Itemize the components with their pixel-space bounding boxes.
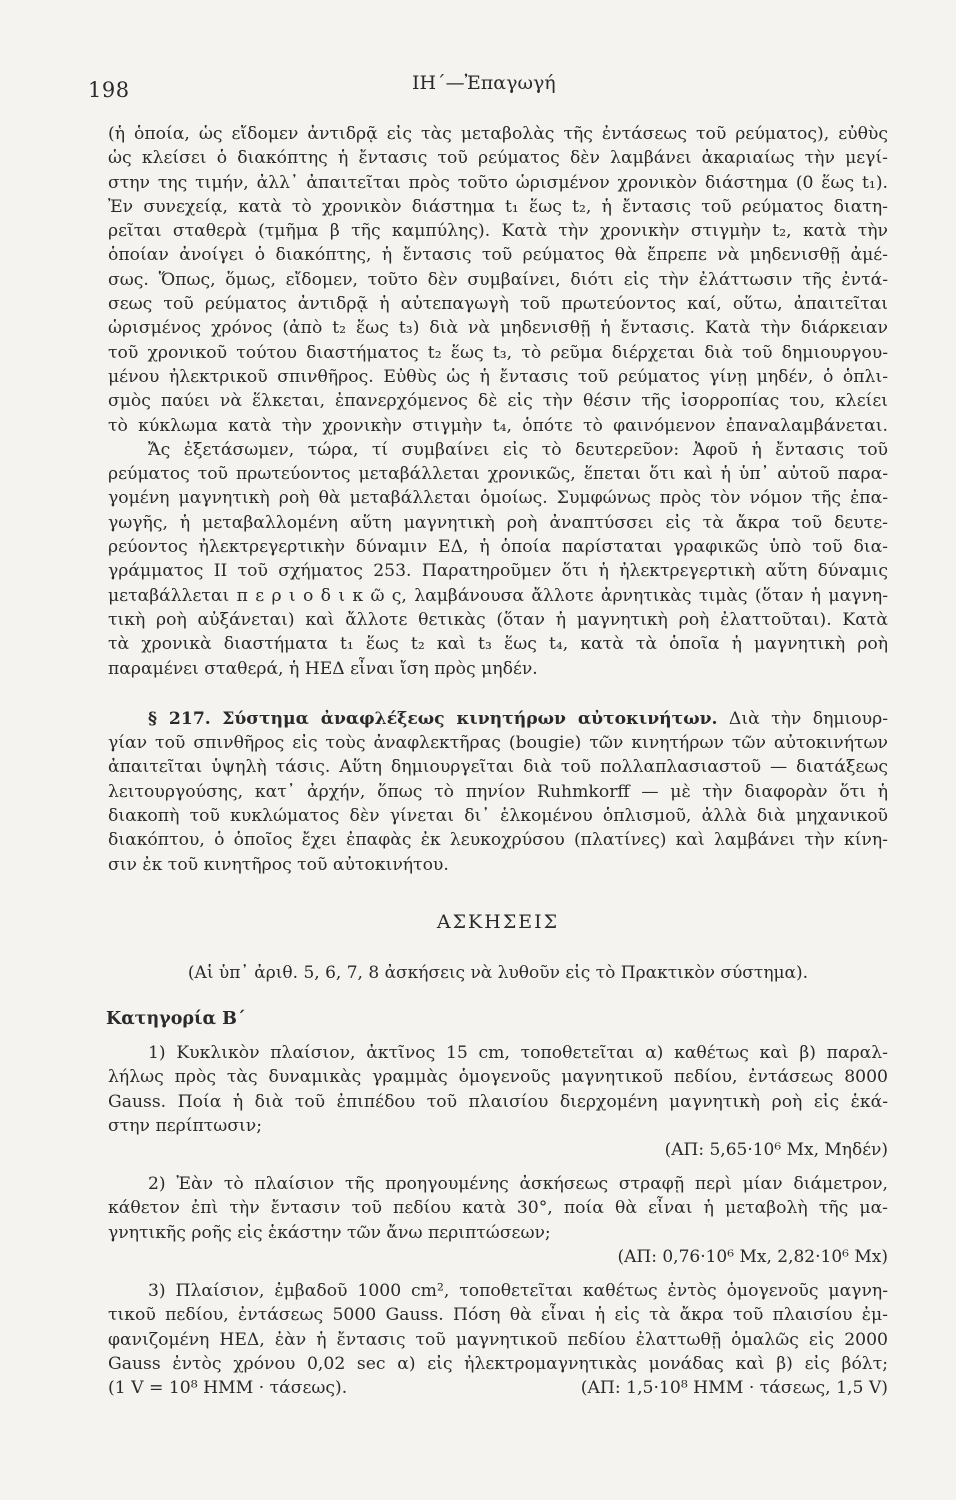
footnote: (1 V = 10⁸ ΗΜΜ · τάσεως).: [108, 1378, 348, 1399]
exercise-2: [108, 1172, 888, 1269]
section-217: [108, 707, 888, 877]
text-line: Ἄς ἐξετάσωμεν, τώρα, τί συμβαίνει εἰς τὸ δευτερεῦον: Ἀφοῦ ἡ ἔντασις τοῦ: [148, 439, 888, 460]
text-line: στην περίπτωσιν;: [108, 1115, 263, 1136]
text-line: (ἡ ὁποία, ὡς εἴδομεν ἀντιδρᾷ εἰς τὰς μεταβολὰς τῆς ἐντάσεως τοῦ ρεύματος), εὐθὺς: [108, 124, 888, 144]
text-line: λήλως πρὸς τὰς δυναμικὰς γραμμὰς ὁμογενοῦς μαγνητικοῦ πεδίου, ἐντάσεως 8000: [108, 1067, 888, 1088]
text-line: διακόπτου, ὁ ὁποῖος ἔχει ἐπαφὰς ἐκ λευκοχρύσου (πλατίνες) καὶ λαμβάνει τὴν κίνη-: [108, 830, 888, 851]
text-line: ὡρισμένος χρόνος (ἀπὸ t₂ ἕως t₃) διὰ νὰ μηδενισθῇ ἡ ἔντασις. Κατὰ τὴν διάρκειαν: [108, 318, 888, 339]
text-line: ἀπαιτεῖται ὑψηλὴ τάσις. Αὕτη δημιουργεῖται διὰ τοῦ πολλαπλασιαστοῦ — διατάξεως: [108, 757, 888, 778]
paragraph-2: [108, 438, 888, 681]
text-line: μένου ἠλεκτρικοῦ σπινθῆρος. Εὐθὺς ὡς ἡ ἔντασις τοῦ ρεύματος γίνῃ μηδέν, ὁ ὁπλι-: [108, 366, 888, 387]
footnote-answer-line: [108, 1376, 888, 1400]
text-line: σως. Ὅπως, ὅμως, εἴδομεν, τοῦτο δὲν συμβαίνει, διότι εἰς τὴν ἐλάττωσιν τῆς ἐντά-: [108, 269, 888, 290]
exercise-1: [108, 1041, 888, 1162]
text-line: Gauss. Ποία ἡ διὰ τοῦ ἐπιπέδου τοῦ πλαισίου διερχομένη μαγνητικὴ ροὴ εἰς ἑκά-: [108, 1091, 888, 1112]
page-body: [108, 122, 888, 1400]
text-line: 1) Κυκλικὸν πλαίσιον, ἀκτῖνος 15 cm, τοποθετεῖται α) καθέτως καὶ β) παραλ-: [148, 1042, 888, 1063]
page-number: 198: [88, 78, 130, 102]
text-line: τικὴ ροὴ αὐξάνεται) καὶ ἄλλοτε θετικὰς (ὅταν ἡ μαγνητικὴ ροὴ ἐλαττοῦται). Κατὰ: [108, 609, 888, 630]
exercise-3: [108, 1279, 888, 1400]
text-line: Ἐν συνεχείᾳ, κατὰ τὸ χρονικὸν διάστημα t₁ ἕως t₂, ἡ ἔντασις τοῦ ρεύματος διατη-: [108, 196, 888, 217]
text-line: διακοπὴ τοῦ κυκλώματος δὲν γίνεται δι᾽ ἑλκομένου ὁπλισμοῦ, ἀλλὰ διὰ μηχανικοῦ: [108, 806, 888, 827]
text-line: μεταβάλλεται π ε ρ ι ο δ ι κ ῶ ς, λαμβάνουσα ἄλλοτε ἀρνητικὰς τιμὰς (ὅταν ἡ μαγνη-: [108, 585, 888, 606]
section-heading-line: [108, 707, 888, 731]
text-line: τοῦ χρονικοῦ τούτου διαστήματος t₂ ἕως t₃, τὸ ρεῦμα διέρχεται διὰ τοῦ δημιουργου-: [108, 342, 888, 363]
answer: (ΑΠ: 0,76·10⁶ Mx, 2,82·10⁶ Mx): [617, 1246, 888, 1267]
text-line: κάθετον ἐπὶ τὴν ἔντασιν τοῦ πεδίου κατὰ 30°, ποία θὰ εἶναι ἡ μεταβολὴ τῆς μα-: [108, 1198, 888, 1219]
paragraph-1: [108, 122, 888, 438]
text-line: τὰ χρονικὰ διαστήματα t₁ ἕως t₂ καὶ t₃ ἕως t₄, κατὰ τὰ ὁποῖα ἡ μαγνητικὴ ροὴ: [108, 634, 888, 655]
section-text: Διὰ τὴν δημιουρ-: [728, 708, 889, 729]
exercises-note: (Αἱ ὑπ᾽ ἀριθ. 5, 6, 7, 8 ἀσκήσεις νὰ λυθοῦν εἰς τὸ Πρακτικὸν σύστημα).: [187, 962, 809, 983]
exercises-heading: ΑΣΚΗΣΕΙΣ: [436, 910, 560, 933]
text-line: 3) Πλαίσιον, ἐμβαδοῦ 1000 cm², τοποθετεῖται καθέτως ἐντὸς ὁμογενοῦς μαγνη-: [148, 1280, 888, 1301]
running-title: ΙΗ΄—Ἐπαγωγή: [412, 72, 556, 94]
text-line: ρεύματος τοῦ πρωτεύοντος μεταβάλλεται χρονικῶς, ἕπεται ὅτι καὶ ἡ ὑπ᾽ αὐτοῦ παρα-: [108, 464, 888, 485]
text-line: σιν ἐκ τοῦ κινητῆρος τοῦ αὐτοκινήτου.: [108, 854, 449, 875]
text-line: τικοῦ πεδίου, ἐντάσεως 5000 Gauss. Πόση θὰ εἶναι ἡ εἰς τὰ ἄκρα τοῦ πλαισίου ἐμ-: [108, 1305, 888, 1326]
category-title: Κατηγορία Β΄: [106, 1008, 246, 1029]
text-line: γράμματος II τοῦ σχήματος 253. Παρατηροῦμεν ὅτι ἡ ἠλεκτρεγερτικὴ αὕτη δύναμις: [108, 561, 888, 582]
text-line: λειτουργούσης, κατ᾽ ἀρχήν, ὅπως τὸ πηνίον Ruhmkorff — μὲ τὴν διαφορὰν ὅτι ἡ: [108, 781, 888, 802]
text-line: παραμένει σταθερά, ἡ ΗΕΔ εἶναι ἴση πρὸς μηδέν.: [108, 658, 538, 679]
text-line: φανιζομένη ΗΕΔ, ἐὰν ἡ ἔντασις τοῦ μαγνητικοῦ πεδίου ἐλαττωθῇ ὁμαλῶς εἰς 2000: [108, 1329, 888, 1350]
text-line: γίαν τοῦ σπινθῆρος εἰς τοὺς ἀναφλεκτῆρας (bougie) τῶν κινητήρων τῶν αὐτοκινήτων: [108, 733, 888, 754]
answer: (ΑΠ: 5,65·10⁶ Mx, Μηδέν): [664, 1140, 888, 1161]
answer: (ΑΠ: 1,5·10⁸ ΗΜΜ · τάσεως, 1,5 V): [580, 1378, 888, 1399]
text-line: σμὸς παύει νὰ ἕλκεται, ἐπανερχόμενος δὲ εἰς τὴν θέσιν τῆς ἰσορροπίας του, κλείει: [108, 391, 888, 412]
text-line: ὁποίαν ἀνοίγει ὁ διακόπτης, ἡ ἔντασις τοῦ ρεύματος θὰ ἔπρεπε νὰ μηδενισθῇ ἀμέ-: [108, 245, 888, 266]
section-number: § 217.: [148, 708, 211, 729]
text-line: 2) Ἐὰν τὸ πλαίσιον τῆς προηγουμένης ἀσκήσεως στραφῇ περὶ μίαν διάμετρον,: [148, 1174, 888, 1195]
text-line: στην της τιμήν, ἀλλ᾽ ἀπαιτεῖται πρὸς τοῦτο ὡρισμένον χρονικὸν διάστημα (0 ἕως t₁).: [108, 172, 888, 193]
text-line: ρεῖται σταθερὰ (τμῆμα β τῆς καμπύλης). Κατὰ τὴν χρονικὴν στιγμὴν t₂, κατὰ τὴν: [108, 221, 888, 242]
text-line: σεως τοῦ ρεύματος ἀντιδρᾷ ἡ αὐτεπαγωγὴ τοῦ πρωτεύοντος καί, οὕτω, ἀπαιτεῖται: [108, 294, 888, 315]
text-line: γνητικῆς ροῆς εἰς ἑκάστην τῶν ἄνω περιπτώσεων;: [108, 1222, 551, 1243]
text-line: γομένη μαγνητικὴ ροὴ θὰ μεταβάλλεται ὁμοίως. Συμφώνως πρὸς τὸν νόμον τῆς ἐπα-: [108, 488, 888, 509]
text-line: γωγῆς, ἡ μεταβαλλομένη αὕτη μαγνητικὴ ροὴ ἀναπτύσσει εἰς τὰ ἄκρα τοῦ δευτε-: [108, 512, 888, 533]
text-line: Gauss ἐντὸς χρόνου 0,02 sec α) εἰς ἠλεκτρομαγνητικὰς μονάδας καὶ β) εἰς βόλτ;: [108, 1353, 888, 1374]
text-line: ρεύοντος ἠλεκτρεγερτικὴν δύναμιν EΔ, ἡ ὁποία παρίσταται γραφικῶς ὑπὸ τοῦ δια-: [108, 537, 888, 558]
section-title: Σύστημα ἀναφλέξεως κινητήρων αὐτοκινήτων.: [222, 708, 718, 729]
text-line: τὸ κύκλωμα κατὰ τὴν χρονικὴν στιγμὴν t₄, ὁπότε τὸ φαινόμενον ἐπαναλαμβάνεται.: [108, 415, 888, 436]
text-line: ὡς κλείσει ὁ διακόπτης ἡ ἔντασις τοῦ ρεύματος δὲν λαμβάνει ἀκαριαίως τὴν μεγί-: [108, 148, 888, 169]
